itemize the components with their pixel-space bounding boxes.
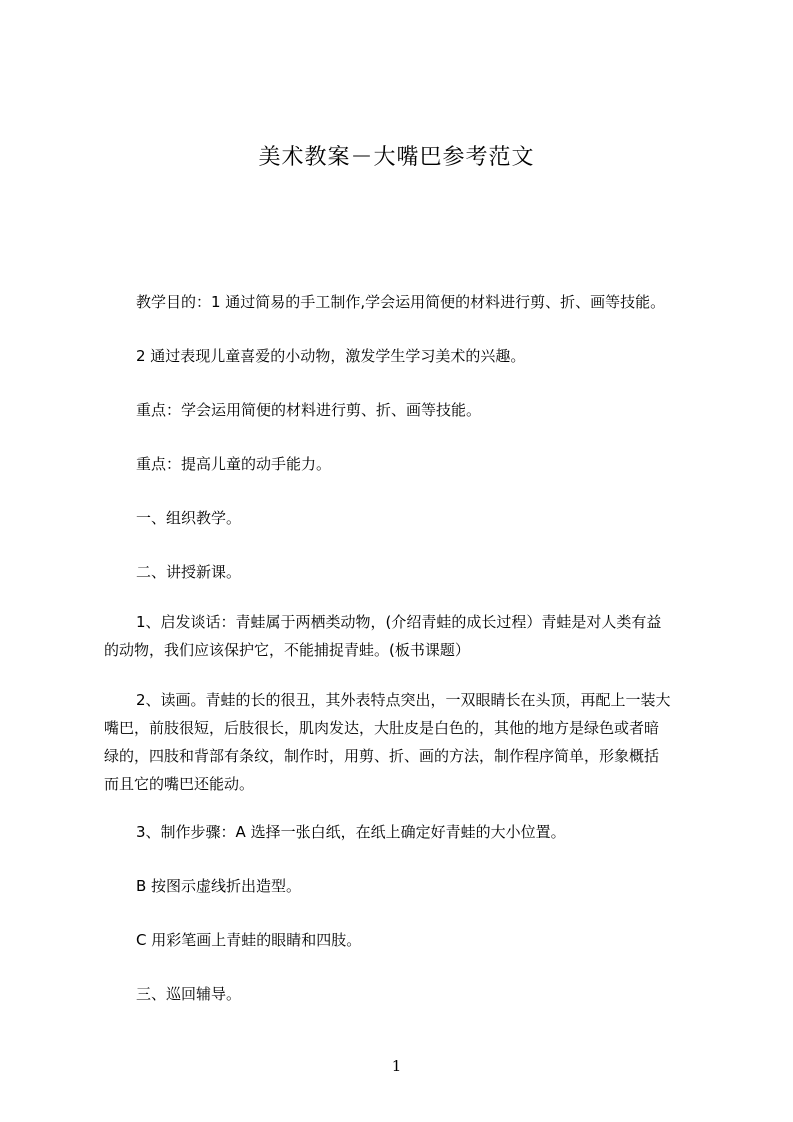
section-heading-3: 三、巡回辅导。	[136, 985, 242, 1003]
paragraph-steps: 3、制作步骤：A 选择一张白纸，在纸上确定好青蛙的大小位置。	[136, 823, 566, 841]
paragraph-line: 的动物，我们应该保护它，不能捕捉青蛙。(板书课题）	[104, 641, 470, 659]
paragraph-step-b: B 按图示虚线折出造型。	[136, 877, 302, 895]
document-title: 美术教案－大嘴巴参考范文	[258, 145, 535, 170]
page-number: 1	[391, 1057, 402, 1075]
paragraph-reading-picture	[104, 686, 704, 798]
paragraph-line: 绿的，四肢和背部有条纹，制作时，用剪、折、画的方法，制作程序简单，形象概括	[104, 747, 660, 765]
section-heading-2: 二、讲授新课。	[136, 563, 242, 581]
paragraph-line: 而且它的嘴巴还能动。	[104, 775, 255, 793]
paragraph-inspiration-talk	[104, 608, 704, 664]
paragraph-teaching-goal: 教学目的：1 通过简易的手工制作,学会运用简便的材料进行剪、折、画等技能。	[136, 293, 666, 311]
paragraph-key-point-1: 重点：学会运用简便的材料进行剪、折、画等技能。	[136, 401, 482, 419]
paragraph-line: 2、读画。青蛙的长的很丑，其外表特点突出，一双眼睛长在头顶，再配上一装大	[136, 691, 671, 709]
paragraph-line: 1、启发谈话：青蛙属于两栖类动物，(介绍青蛙的成长过程）青蛙是对人类有益	[136, 613, 662, 631]
paragraph-key-point-2: 重点：提高儿童的动手能力。	[136, 455, 332, 473]
paragraph-goal-2: 2 通过表现儿童喜爱的小动物，激发学生学习美术的兴趣。	[136, 347, 526, 365]
paragraph-step-c: C 用彩笔画上青蛙的眼睛和四肢。	[136, 931, 362, 949]
paragraph-line: 嘴巴，前肢很短，后肢很长，肌肉发达，大肚皮是白色的，其他的地方是绿色或者暗	[104, 719, 660, 737]
section-heading-1: 一、组织教学。	[136, 509, 242, 527]
